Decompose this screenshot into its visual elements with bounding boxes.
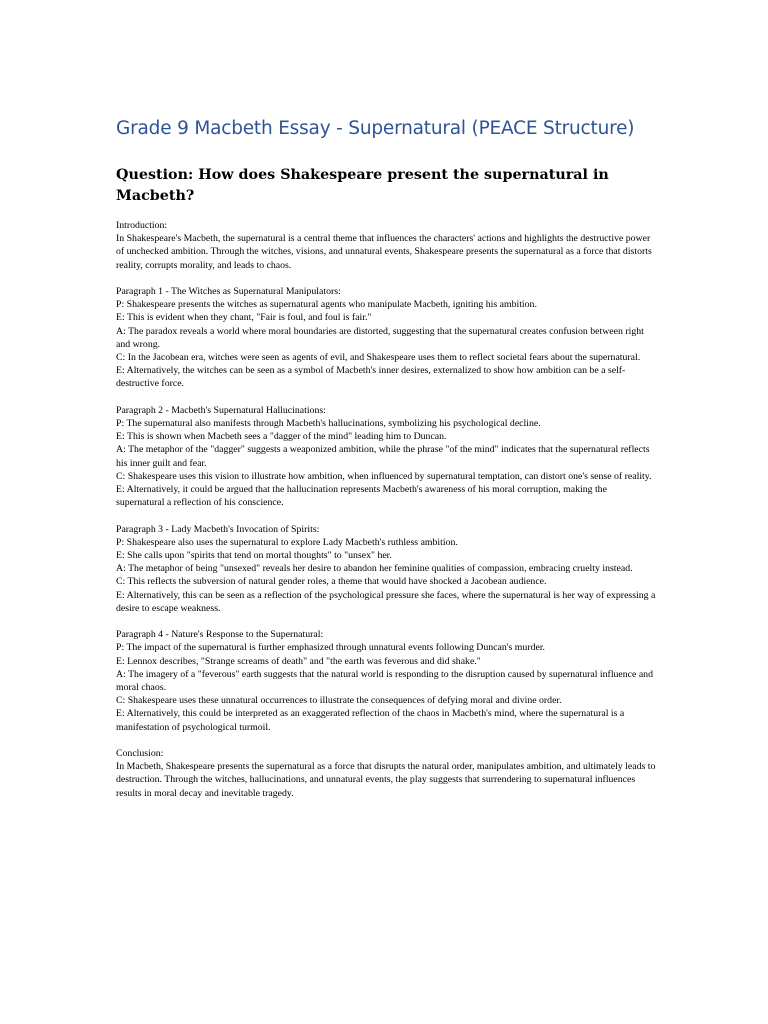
introduction-text: In Shakespeare's Macbeth, the supernatural is a central theme that influences the characters' actions and highlights the destructive power of unchecked ambition. Through the witches, visions, and unnatural events, Shakespeare presents the supernatural as a force that distorts reality, corrupts morality, and leads to chaos. — [116, 233, 652, 271]
paragraph-3-evidence: E: She calls upon "spirits that tend on mortal thoughts" to "unsex" her. — [116, 550, 392, 562]
paragraph-2-evidence: E: This is shown when Macbeth sees a "dagger of the mind" leading him to Duncan. — [116, 431, 447, 443]
introduction-section — [116, 219, 656, 272]
essay-body — [116, 219, 656, 813]
paragraph-2-heading: Paragraph 2 - Macbeth's Supernatural Hallucinations: — [116, 404, 326, 416]
essay-title: Grade 9 Macbeth Essay - Supernatural (PEACE Structure) — [116, 118, 635, 139]
paragraph-4-evidence: E: Lennox describes, "Strange screams of death" and "the earth was feverous and did shake." — [116, 655, 481, 667]
paragraph-2-exploration: E: Alternatively, it could be argued that the hallucination represents Macbeth's awareness of his moral corruption, making the supernatural a reflection of his conscience. — [116, 484, 607, 509]
paragraph-3-section — [116, 523, 656, 615]
paragraph-1-analysis: A: The paradox reveals a world where moral boundaries are distorted, suggesting that the supernatural creates confusion between right and wrong. — [116, 325, 644, 350]
paragraph-1-heading: Paragraph 1 - The Witches as Supernatural Manipulators: — [116, 286, 341, 297]
paragraph-1-context: C: In the Jacobean era, witches were seen as agents of evil, and Shakespeare uses them to reflect societal fears about the supernatural. — [116, 352, 641, 364]
paragraph-4-context: C: Shakespeare uses these unnatural occurrences to illustrate the consequences of defying moral and divine order. — [116, 695, 562, 707]
paragraph-1-evidence: E: This is evident when they chant, "Fair is foul, and foul is fair." — [116, 312, 372, 324]
paragraph-4-section — [116, 628, 656, 734]
paragraph-4-exploration: E: Alternatively, this could be interpreted as an exaggerated reflection of the chaos in Macbeth's mind, where the supernatural is a manifestation of psychological turmoil. — [116, 708, 625, 733]
introduction-heading: Introduction: — [116, 220, 168, 231]
paragraph-4-analysis: A: The imagery of a "feverous" earth suggests that the natural world is responding to the disruption caused by supernatural influence and moral chaos. — [116, 668, 653, 694]
paragraph-2-analysis: A: The metaphor of the "dagger" suggests a weaponized ambition, while the phrase "of the mind" indicates that the supernatural reflects his inner guilt and fear. — [116, 444, 650, 469]
paragraph-3-point: P: Shakespeare also uses the supernatural to explore Lady Macbeth's ruthless ambition. — [116, 536, 458, 548]
conclusion-heading: Conclusion: — [116, 748, 164, 760]
paragraph-4-point: P: The impact of the supernatural is further emphasized through unnatural events following Duncan's murder. — [116, 642, 545, 654]
paragraph-3-heading: Paragraph 3 - Lady Macbeth's Invocation of Spirits: — [116, 523, 320, 535]
paragraph-1-exploration: E: Alternatively, the witches can be seen as a symbol of Macbeth's inner desires, externalized to show how ambition can be a self-destructive force. — [116, 365, 626, 390]
paragraph-1-point: P: Shakespeare presents the witches as supernatural agents who manipulate Macbeth, igniting his ambition. — [116, 299, 537, 311]
conclusion-section — [116, 747, 656, 800]
essay-question: Question: How does Shakespeare present the supernatural in Macbeth? — [116, 167, 609, 204]
paragraph-2-context: C: Shakespeare uses this vision to illustrate how ambition, when influenced by supernatural temptation, can distort one's sense of reality. — [116, 470, 652, 482]
paragraph-2-section — [116, 404, 656, 510]
paragraph-2-point: P: The supernatural also manifests through Macbeth's hallucinations, symbolizing his psychological decline. — [116, 418, 541, 430]
paragraph-3-context: C: This reflects the subversion of natural gender roles, a theme that would have shocked a Jacobean audience. — [116, 576, 547, 588]
paragraph-3-analysis: A: The metaphor of being "unsexed" reveals her desire to abandon her feminine qualities of compassion, embracing cruelty instead. — [116, 563, 633, 575]
conclusion-text: In Macbeth, Shakespeare presents the supernatural as a force that disrupts the natural order, manipulates ambition, and ultimately leads to destruction. Through the witches, hallucinations, and unnatural events, the play suggests that surrendering to supernatural influences results in moral decay and inevitable tragedy. — [116, 761, 656, 799]
paragraph-4-heading: Paragraph 4 - Nature's Response to the Supernatural: — [116, 629, 324, 641]
paragraph-1-section — [116, 285, 656, 391]
paragraph-3-exploration: E: Alternatively, this can be seen as a reflection of the psychological pressure she faces, where the supernatural is her way of expressing a desire to escape weakness. — [116, 589, 656, 614]
